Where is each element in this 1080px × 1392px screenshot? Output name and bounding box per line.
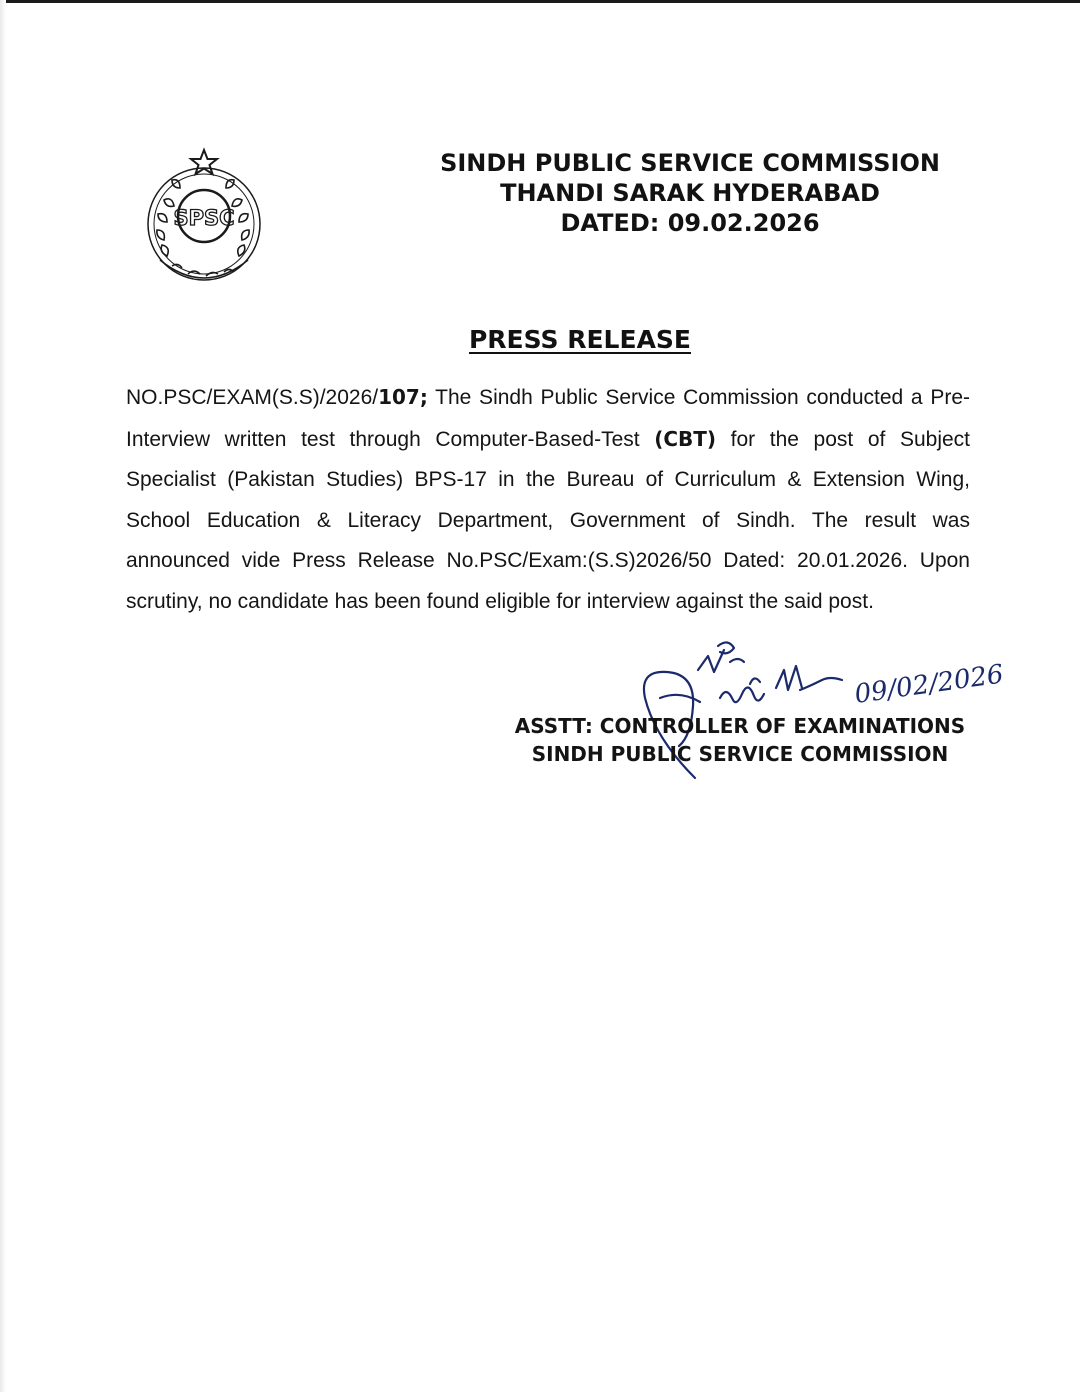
- header-org-name: SINDH PUBLIC SERVICE COMMISSION: [440, 149, 940, 177]
- reference-number-bold: 107;: [378, 385, 428, 409]
- document-title: PRESS RELEASE: [468, 325, 691, 354]
- signatory-block: [500, 712, 980, 768]
- spsc-seal-icon: [138, 148, 270, 288]
- svg-text:SPSC: SPSC: [173, 206, 235, 230]
- cbt-abbreviation: (CBT): [654, 426, 717, 451]
- page-edge-shadow: [0, 0, 6, 1392]
- body-text-part-1: The Sindh Public Service Commission conducted a Pre-Interview written test through Computer-Based-Test: [126, 386, 970, 451]
- press-release-body: [126, 377, 970, 622]
- reference-number: NO.PSC/EXAM(S.S)/2026/: [126, 386, 379, 409]
- header-address: THANDI SARAK HYDERABAD: [500, 179, 880, 207]
- signatory-title: ASSTT: CONTROLLER OF EXAMINATIONS: [514, 714, 966, 738]
- header-date: DATED: 09.02.2026: [560, 209, 820, 237]
- top-border: [0, 0, 1080, 3]
- letterhead: [420, 148, 960, 238]
- svg-text:09/02/2026: 09/02/2026: [852, 659, 1006, 710]
- body-text-part-2: for the post of Subject Specialist (Pakistan Studies) BPS-17 in the Bureau of Curriculum & Extension Wing, School Education & Literacy Department, Government of Sindh. The result was announced vide Press Release No.PSC/Exam:(S.S)2026/50 Dated: 20.01.2026. Upon scrutiny, no candidate has been found eligible for interview against the said post.: [126, 427, 971, 613]
- signatory-organization: SINDH PUBLIC SERVICE COMMISSION: [531, 742, 949, 766]
